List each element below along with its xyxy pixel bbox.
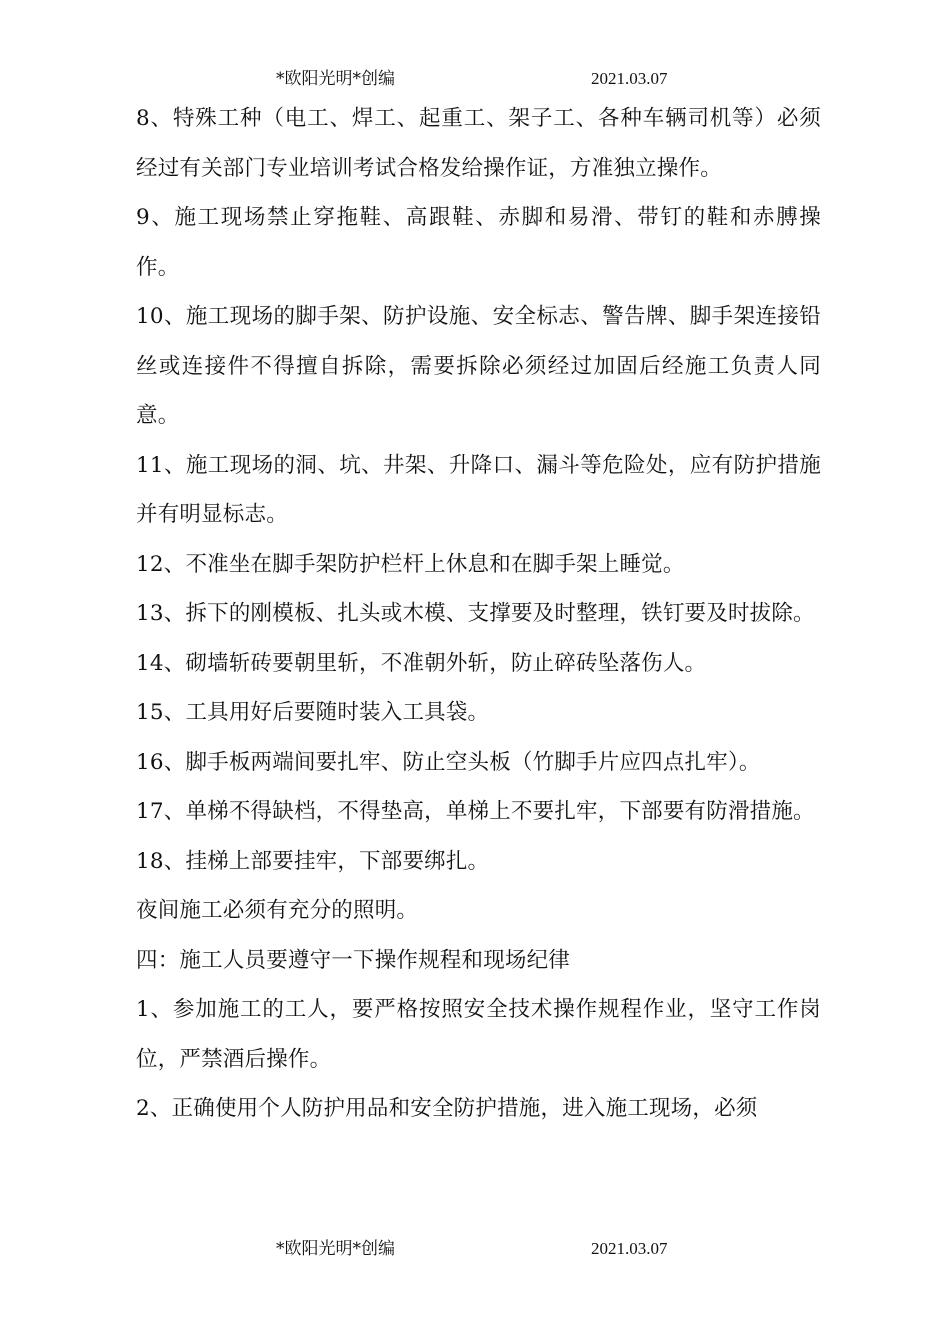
footer-author: *欧阳光明*创编	[276, 1239, 395, 1259]
document-body	[136, 94, 821, 1134]
footer-date: 2021.03.07	[591, 1239, 668, 1258]
paragraph-item-8: 8、特殊工种（电工、焊工、起重工、架子工、各种车辆司机等）必须经过有关部门专业培训考试合格发给操作证，方准独立操作。	[136, 106, 821, 181]
section-heading-4: 四：施工人员要遵守一下操作规程和现场纪律	[136, 947, 571, 973]
page-header	[0, 66, 950, 92]
paragraph-item-14: 14、砌墙斩砖要朝里斩，不准朝外斩，防止碎砖坠落伤人。	[136, 650, 707, 676]
paragraph-item-17: 17、单梯不得缺档，不得垫高，单梯上不要扎牢，下部要有防滑措施。	[136, 799, 815, 824]
paragraph-item-1: 1、参加施工的工人，要严格按照安全技术操作规程作业，坚守工作岗位，严禁酒后操作。	[136, 997, 821, 1072]
paragraph-item-11: 11、施工现场的洞、坑、井架、升降口、漏斗等危险处，应有防护措施并有明显标志。	[136, 452, 821, 527]
header-author: *欧阳光明*创编	[276, 69, 395, 89]
paragraph-item-16: 16、脚手板两端间要扎牢、防止空头板（竹脚手片应四点扎牢）。	[136, 749, 761, 775]
paragraph-item-9: 9、施工现场禁止穿拖鞋、高跟鞋、赤脚和易滑、带钉的鞋和赤膊操作。	[136, 205, 821, 280]
paragraph-item-12: 12、不准坐在脚手架防护栏杆上休息和在脚手架上睡觉。	[136, 551, 685, 577]
page-footer	[0, 1236, 950, 1262]
paragraph-item-18: 18、挂梯上部要挂牢，下部要绑扎。	[136, 848, 490, 874]
paragraph-item-2: 2、正确使用个人防护用品和安全防护措施，进入施工现场，必须	[136, 1096, 758, 1121]
paragraph-item-15: 15、工具用好后要随时装入工具袋。	[136, 700, 490, 725]
paragraph-item-13: 13、拆下的刚模板、扎头或木模、支撑要及时整理，铁钉要及时拔除。	[136, 601, 815, 626]
paragraph-item-10: 10、施工现场的脚手架、防护设施、安全标志、警告牌、脚手架连接铅丝或连接件不得擅自拆除，需要拆除必须经过加固后经施工负责人同意。	[136, 304, 821, 428]
header-date: 2021.03.07	[591, 69, 668, 88]
paragraph-night-lighting: 夜间施工必须有充分的照明。	[136, 898, 419, 923]
